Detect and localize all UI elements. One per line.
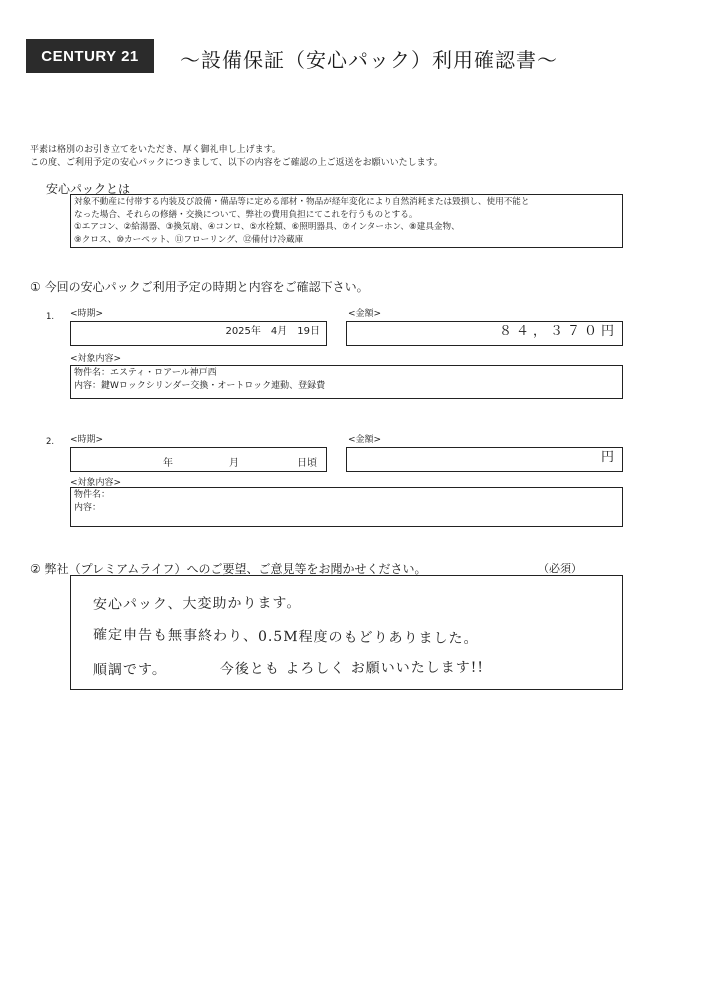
- work-content: 内容：: [74, 503, 102, 513]
- amount-label: <金額>: [348, 435, 382, 445]
- about-line: 対象不動産に付帯する内装及び設備・備品等に定める部材・物品が経年変化により自然消耗または毀損し、使用不能と: [74, 197, 530, 207]
- about-line: ⑨クロス、⑩カーペット、⑪フローリング、⑫備付け冷蔵庫: [74, 234, 304, 245]
- entry-number: 1.: [46, 312, 55, 322]
- subject-label: <対象内容>: [70, 478, 122, 488]
- subject-label: <対象内容>: [70, 354, 122, 364]
- date-label: <時期>: [70, 309, 104, 319]
- required-note: （必須）: [538, 562, 582, 575]
- about-heading: 安心パックとは: [46, 182, 131, 196]
- section1-heading: ① 今回の安心パックご利用予定の時期と内容をご確認下さい。: [30, 280, 369, 294]
- work-content: 内容：鍵Wロックシリンダー交換・オートロック連動、登録費: [74, 381, 326, 391]
- day-unit: 日頃: [297, 458, 317, 469]
- amount-field[interactable]: 円: [346, 447, 623, 472]
- year-unit: 年: [163, 458, 173, 469]
- feedback-line: 安心パック、大変助かります。: [92, 595, 302, 613]
- subject-field[interactable]: [70, 365, 623, 399]
- about-box: [70, 194, 623, 248]
- amount-label: <金額>: [348, 309, 382, 319]
- date-field[interactable]: 2025年 4月 19日: [70, 321, 327, 346]
- feedback-line: 確定申告も無事終わり、0.5M程度のもどりありました。: [92, 626, 479, 648]
- date-label: <時期>: [70, 435, 104, 445]
- subject-field[interactable]: [70, 487, 623, 527]
- date-field[interactable]: [70, 447, 327, 472]
- about-line: なった場合、それらの修繕・交換について、弊社の費用負担にてこれを行うものとする。: [74, 209, 418, 220]
- page-title: ～設備保証（安心パック）利用確認書～: [180, 48, 558, 72]
- century21-logo: CENTURY 21: [26, 39, 154, 73]
- feedback-box[interactable]: [70, 575, 623, 690]
- feedback-line: 順調です。 今後とも よろしく お願いいたします!!: [92, 659, 485, 679]
- greeting-line-1: 平素は格別のお引き立てをいただき、厚く御礼申し上げます。: [30, 145, 281, 155]
- amount-field[interactable]: ８４，３７０円: [346, 321, 623, 346]
- greeting-line-2: この度、ご利用予定の安心パックにつきまして、以下の内容をご確認の上ご返送をお願いいたします。: [30, 158, 443, 168]
- month-unit: 月: [229, 458, 239, 469]
- about-line: ①エアコン、②給湯器、③換気扇、④コンロ、⑤水栓類、⑥照明器具、⑦インターホン、⑧建具金物、: [74, 222, 460, 232]
- entry-number: 2.: [46, 437, 55, 447]
- property-name: 物件名：: [74, 490, 111, 500]
- section2-heading: ② 弊社（プレミアムライフ）へのご要望、ご意見等をお聞かせください。: [30, 562, 427, 576]
- property-name: 物件名：エスティ・ロアール神戸西: [74, 368, 217, 378]
